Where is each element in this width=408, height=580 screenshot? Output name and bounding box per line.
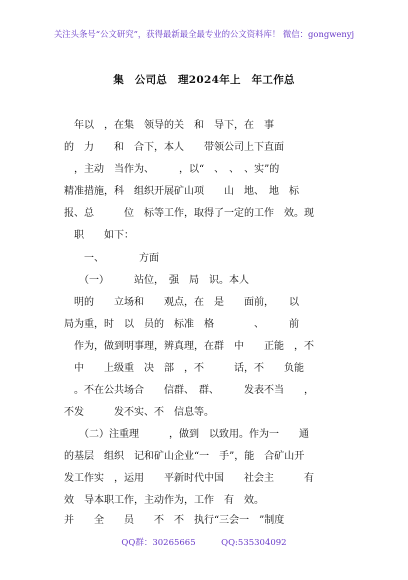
body-line: 发工作实 ，运用 平新时代中国 社会主 有 [64,473,314,484]
header-banner: 关注头条号“公文研究”，获得最新最全最专业的公文资料库！ 微信：gongwenyj [53,29,355,39]
body-line: 明的 立场和 观点，在 是 面前， 以 [64,297,299,308]
subsection-heading: （一） 站位， 强 局 识。本人 [64,275,249,286]
body-line: 的 力 和 合下，本人 带领公司上下直面 [64,142,284,153]
body-line: 职 如下： [64,230,134,241]
subsection-heading: （二）注重理 ，做到 以致用。作为一 通 [64,429,309,440]
body-line: ，主动 当作为、 ，以“ 、 、 、实”的 [64,164,280,175]
body-line: 作为，做到明事理，辨真理，在群 中 正能 ，不 [64,341,314,352]
body-line: 。不在公共场合 信群、 群、 发表不当 ， [64,385,314,396]
footer-contact: QQ群：30265665 QQ:535304092 [121,538,287,548]
body-line: 效 导本职工作，主动作为，工作 有 效。 [64,495,264,506]
section-heading: 一、 方面 [64,253,159,264]
body-line: 年以 ，在集 领导的关 和 导下，在 事 [64,120,274,131]
body-line: 不发 发不实、不 信息等。 [64,407,214,418]
body-line: 中 上级重 决 部 ，不 话，不 负能 [64,363,304,374]
body-line: 的基层 组织 记和矿山企业“一 手”，能 合矿山开 [64,451,305,462]
body-line: 并 全 员 不 不 执行“三会一 ”制度 [64,515,285,526]
body-line: 精准措施，科 组织开展矿山项 山 地、 地 标 [64,186,299,197]
body-line: 报、总 位 标等工作，取得了一定的工作 效。现 [64,208,314,219]
body-line: 局为重，时 以 员的 标准 格 、 前 [64,319,299,330]
document-title: 集 公司总 理2024年上 年工作总 [113,74,295,86]
